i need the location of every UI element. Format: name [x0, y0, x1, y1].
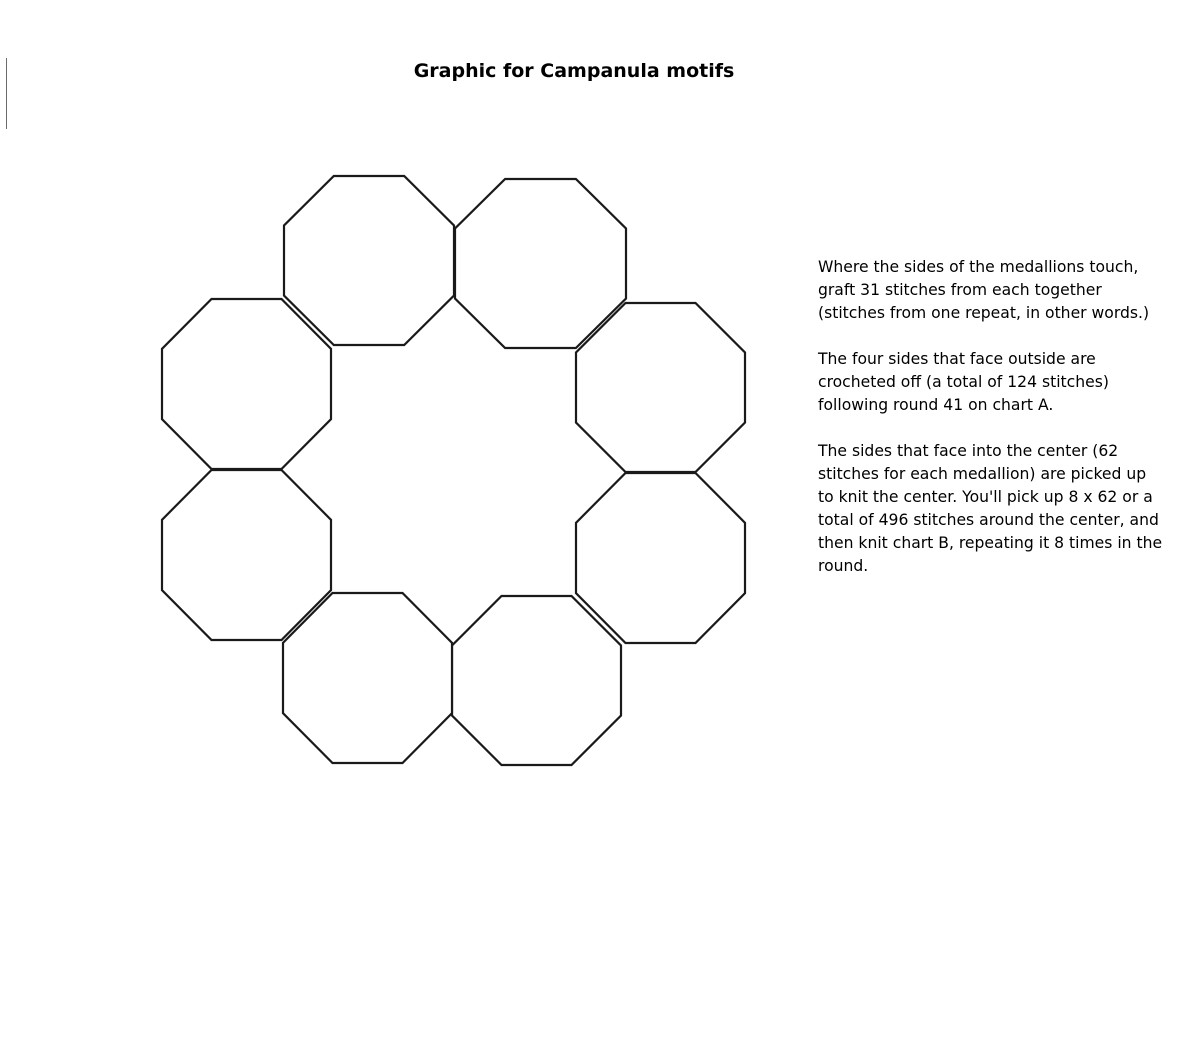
medallion-layout-diagram [150, 165, 760, 775]
text-cursor [6, 58, 7, 129]
medallion-bottom-left [283, 593, 452, 763]
medallion-right-upper [576, 303, 745, 472]
note-center-sides: The sides that face into the center (62 stitches for each medallion) are picked up to knit the center. You'll pick up 8 x 62 or a total of 496 stitches around the center, and then knit chart B, repeating it 8 times in the round. [818, 442, 1163, 575]
medallion-right-lower [576, 473, 745, 643]
medallion-top-right [455, 179, 626, 348]
instructions-text [818, 256, 1163, 601]
note-outside-sides: The four sides that face outside are crocheted off (a total of 124 stitches) following round 41 on chart A. [818, 350, 1109, 414]
note-grafting: Where the sides of the medallions touch, graft 31 stitches from each together (stitches from one repeat, in other words.) [818, 258, 1150, 322]
page-title: Graphic for Campanula motifs [413, 60, 735, 82]
medallion-bottom-right [452, 596, 621, 765]
medallion-left-upper [162, 299, 331, 469]
medallion-top-left [284, 176, 454, 345]
medallion-left-lower [162, 470, 331, 640]
